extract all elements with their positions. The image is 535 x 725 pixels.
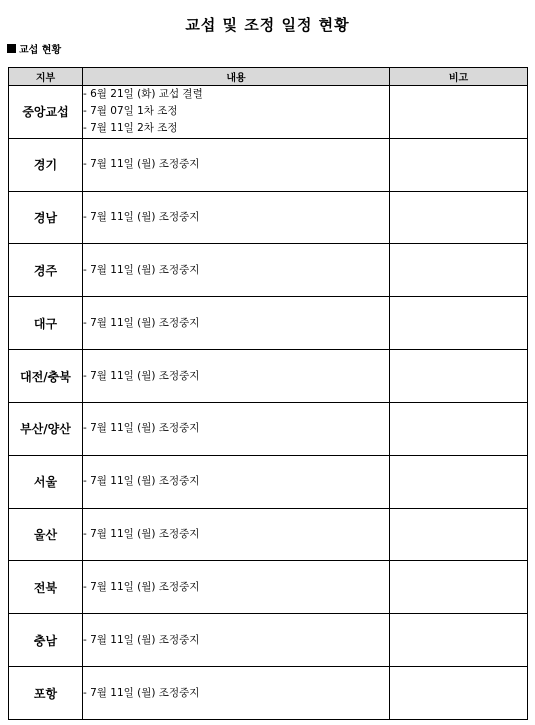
branch-cell: 경남: [9, 191, 83, 244]
content-line: - 7월 07일 1차 조정: [83, 105, 178, 118]
content-line: - 7월 11일 (월) 조정중지: [83, 316, 200, 329]
table-row: [9, 508, 528, 561]
note-cell: [390, 561, 528, 614]
content-line: - 7월 11일 (월) 조정중지: [83, 580, 200, 593]
content-cell: [83, 561, 390, 614]
branch-cell: 전북: [9, 561, 83, 614]
note-cell: [390, 191, 528, 244]
table-row: [9, 614, 528, 667]
note-cell: [390, 667, 528, 720]
content-cell: [83, 138, 390, 191]
header-note: 비고: [390, 68, 528, 86]
content-line: - 7월 11일 2차 조정: [83, 122, 178, 135]
note-cell: [390, 455, 528, 508]
note-cell: [390, 244, 528, 297]
section-heading: [7, 41, 61, 56]
note-cell: [390, 138, 528, 191]
branch-cell: 경주: [9, 244, 83, 297]
branch-cell: 부산/양산: [9, 402, 83, 455]
content-line: - 6월 21일 (화) 교섭 결렬: [83, 88, 203, 101]
square-bullet-icon: [7, 44, 16, 53]
content-line: - 7월 11일 (월) 조정중지: [83, 263, 200, 276]
table-row: [9, 667, 528, 720]
content-cell: [83, 244, 390, 297]
table-row: [9, 455, 528, 508]
header-content: 내용: [83, 68, 390, 86]
table-row: [9, 86, 528, 139]
branch-cell: 중앙교섭: [9, 86, 83, 139]
content-line: - 7월 11일 (월) 조정중지: [83, 211, 200, 224]
note-cell: [390, 350, 528, 403]
branch-cell: 울산: [9, 508, 83, 561]
branch-cell: 대구: [9, 297, 83, 350]
branch-cell: 서울: [9, 455, 83, 508]
content-line: - 7월 11일 (월) 조정중지: [83, 475, 200, 488]
section-heading-label: 교섭 현황: [19, 45, 62, 56]
table-row: [9, 244, 528, 297]
table-header-row: [9, 68, 528, 86]
content-line: - 7월 11일 (월) 조정중지: [83, 422, 200, 435]
note-cell: [390, 614, 528, 667]
content-line: - 7월 11일 (월) 조정중지: [83, 158, 200, 171]
note-cell: [390, 402, 528, 455]
note-cell: [390, 86, 528, 139]
content-line: - 7월 11일 (월) 조정중지: [83, 686, 200, 699]
content-cell: [83, 191, 390, 244]
content-cell: [83, 86, 390, 139]
content-cell: [83, 455, 390, 508]
table-row: [9, 350, 528, 403]
table-row: [9, 561, 528, 614]
content-cell: [83, 402, 390, 455]
content-line: - 7월 11일 (월) 조정중지: [83, 528, 200, 541]
note-cell: [390, 508, 528, 561]
branch-cell: 충남: [9, 614, 83, 667]
table-row: [9, 297, 528, 350]
content-cell: [83, 667, 390, 720]
content-line: - 7월 11일 (월) 조정중지: [83, 633, 200, 646]
content-cell: [83, 297, 390, 350]
branch-cell: 포항: [9, 667, 83, 720]
note-cell: [390, 297, 528, 350]
content-cell: [83, 614, 390, 667]
content-cell: [83, 350, 390, 403]
content-line: - 7월 11일 (월) 조정중지: [83, 369, 200, 382]
content-cell: [83, 508, 390, 561]
table-row: [9, 402, 528, 455]
table-row: [9, 191, 528, 244]
branch-cell: 대전/충북: [9, 350, 83, 403]
header-branch: 지부: [9, 68, 83, 86]
table-row: [9, 138, 528, 191]
branch-cell: 경기: [9, 138, 83, 191]
schedule-table: [8, 67, 528, 720]
page-title: 교섭 및 조정 일정 현황: [185, 16, 350, 34]
